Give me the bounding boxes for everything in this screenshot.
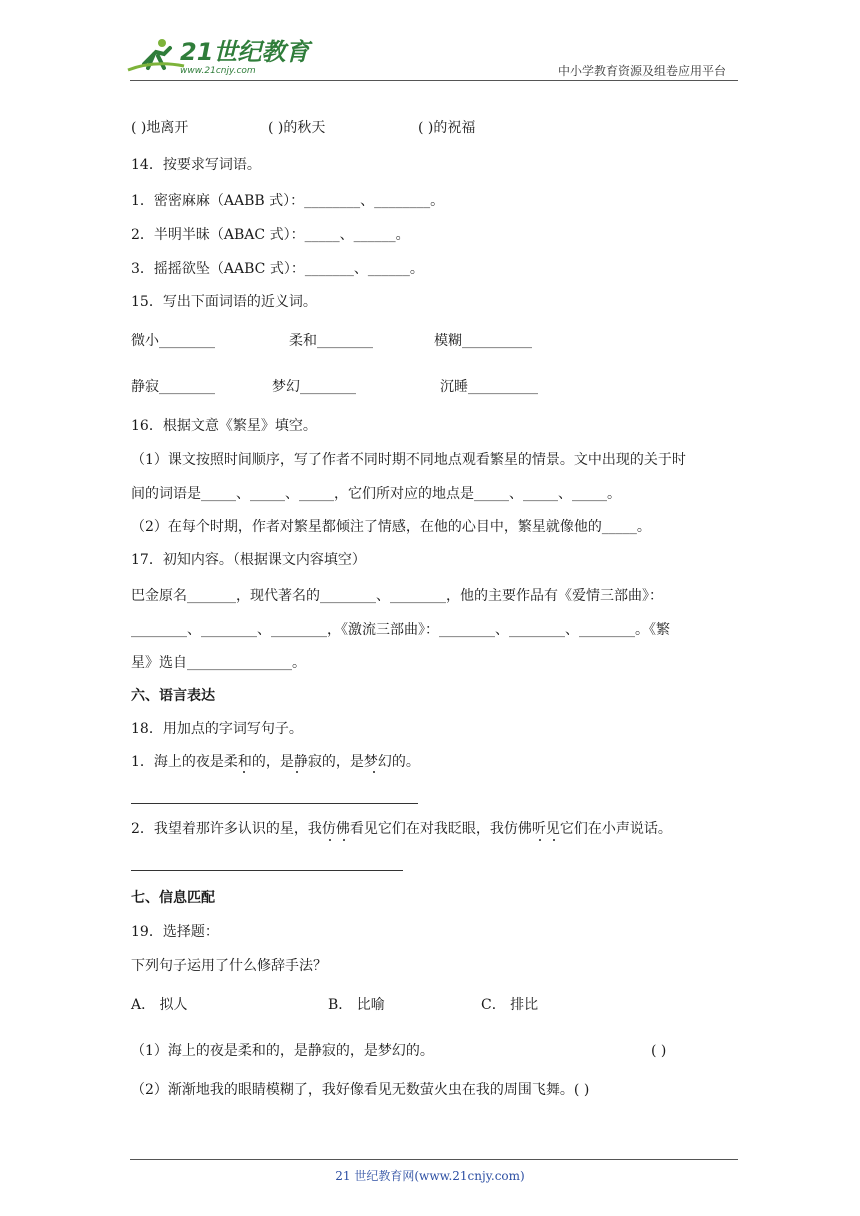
q16-part1-line1: （1）课文按照时间顺序，写了作者不同时期不同地点观看繁星的情景。文中出现的关于时 <box>131 452 686 468</box>
emphasis-dot <box>243 771 245 773</box>
q19-item-2: （2）渐渐地我的眼睛模糊了，我好像看见无数萤火虫在我的周围飞舞。( ) <box>131 1082 590 1098</box>
logo-url: www.21cnjy.com <box>180 66 256 76</box>
q17-line2: ________、________、________，《激流三部曲》：________、________、________。《繁 <box>131 622 670 638</box>
q18-sentence-1: 1．海上的夜是柔和的，是静寂的，是梦幻的。 <box>131 754 420 770</box>
q16-part1-line2: 间的词语是_____、_____、_____，它们所对应的地点是_____、_____、_____。 <box>131 486 621 502</box>
q19-option-c[interactable]: C． 排比 <box>481 997 539 1013</box>
runner-logo-icon <box>128 39 184 70</box>
section-7-heading: 七、信息匹配 <box>131 890 215 906</box>
q18-answer-line-1[interactable] <box>131 803 418 804</box>
fill-item-1: ( )地离开 <box>131 120 189 136</box>
q15-word-2: 柔和________ <box>289 333 373 349</box>
footer-divider <box>130 1159 738 1160</box>
q14-title: 14．按要求写词语。 <box>131 157 261 173</box>
q14-item-2: 2．半明半昧（ABAC 式）：_____、______。 <box>131 227 410 243</box>
section-6-heading: 六、语言表达 <box>131 688 215 704</box>
q15-title: 15．写出下面词语的近义词。 <box>131 294 317 310</box>
site-logo <box>124 34 310 78</box>
emphasis-dot <box>553 839 555 841</box>
logo-text: 21世纪教育 <box>180 38 310 66</box>
q19-item-1: （1）海上的夜是柔和的，是静寂的，是梦幻的。 <box>131 1043 434 1059</box>
q14-item-1: 1．密密麻麻（AABB 式）：________、________。 <box>131 193 445 209</box>
fill-item-3: ( )的祝福 <box>418 120 476 136</box>
q17-line1: 巴金原名_______，现代著名的________、________，他的主要作品有《爱情三部曲》： <box>131 588 663 604</box>
q15-word-6: 沉睡__________ <box>440 379 538 395</box>
q19-item-1-answer[interactable]: ( ) <box>651 1043 667 1059</box>
q19-option-b[interactable]: B． 比喻 <box>328 997 385 1013</box>
q15-word-5: 梦幻________ <box>272 379 356 395</box>
emphasis-dot <box>329 839 331 841</box>
emphasis-dot <box>343 839 345 841</box>
q17-line3: 星》选自_______________。 <box>131 655 306 671</box>
q16-part2: （2）在每个时期，作者对繁星都倾注了情感，在他的心目中，繁星就像他的_____。 <box>131 519 651 535</box>
q15-word-1: 微小________ <box>131 333 215 349</box>
q18-sentence-2: 2．我望着那许多认识的星，我仿佛看见它们在对我眨眼，我仿佛听见它们在小声说话。 <box>131 821 672 837</box>
q19-title: 19．选择题： <box>131 924 219 940</box>
q14-item-3: 3．摇摇欲坠（AABC 式）：_______、______。 <box>131 261 424 277</box>
emphasis-dot <box>373 771 375 773</box>
header-divider <box>130 80 738 81</box>
footer-text: 21 世纪教育网(www.21cnjy.com) <box>335 1169 525 1183</box>
q16-title: 16．根据文意《繁星》填空。 <box>131 418 317 434</box>
q19-question: 下列句子运用了什么修辞手法？ <box>131 958 327 974</box>
emphasis-dot <box>539 839 541 841</box>
q18-answer-line-2[interactable] <box>131 870 403 871</box>
header-platform-text: 中小学教育资源及组卷应用平台 <box>557 64 726 78</box>
emphasis-dot <box>296 771 298 773</box>
fill-item-2: ( )的秋天 <box>268 120 326 136</box>
q15-word-3: 模糊__________ <box>434 333 532 349</box>
q18-title: 18．用加点的字词写句子。 <box>131 721 303 737</box>
q17-title: 17．初知内容。（根据课文内容填空） <box>131 552 366 568</box>
q19-option-a[interactable]: A． 拟人 <box>131 997 188 1013</box>
q15-word-4: 静寂________ <box>131 379 215 395</box>
